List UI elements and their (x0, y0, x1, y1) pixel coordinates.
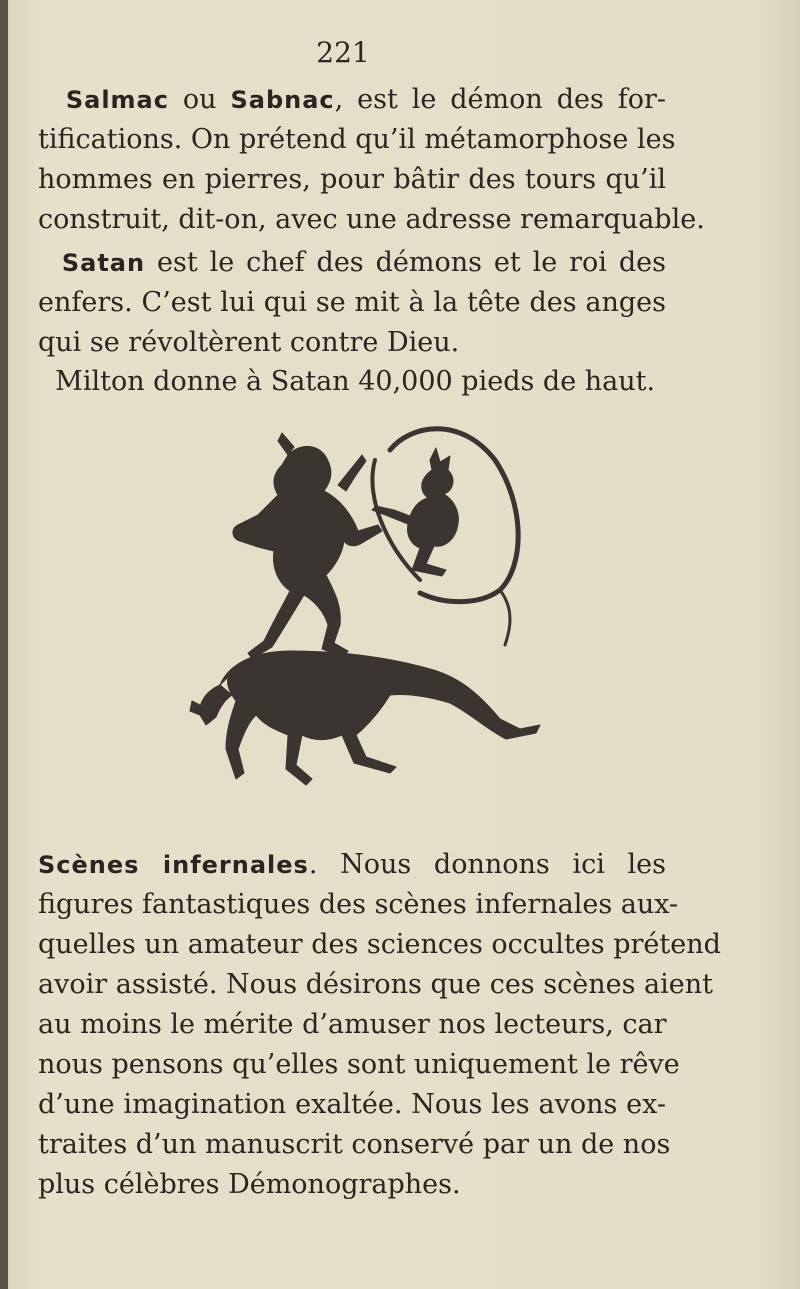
entry-text: construit, dit-on, avec une adresse remarquable. (38, 204, 705, 235)
entry-text: quelles un amateur des sciences occultes prétend (38, 929, 721, 960)
entry-text: Milton donne à Satan 40,000 pieds de haut. (55, 366, 656, 397)
demons-illustration (160, 415, 550, 840)
entry-text: hommes en pierres, pour bâtir des tours qu’il (38, 164, 666, 195)
entry-joiner: ou (168, 84, 231, 115)
entry-head-salmac: Salmac (65, 86, 169, 114)
entry-text: . Nous donnons ici les (308, 849, 666, 880)
entry-text: traites d’un manuscrit conservé par un de nos (38, 1129, 671, 1160)
entry-text: nous pensons qu’elles sont uniquement le rêve (38, 1049, 680, 1080)
entry-text: figures fantastiques des scènes infernales aux- (38, 889, 679, 920)
entry-text: tifications. On prétend qu’il métamorphose les (38, 124, 676, 155)
entry-head-sabnac: Sabnac (230, 86, 335, 114)
entry-text: est le chef des démons et le roi des (145, 247, 666, 278)
entry-text: plus célèbres Démonographes. (38, 1169, 461, 1200)
page-number: 221 (316, 36, 370, 69)
entry-scenes-infernales (38, 845, 721, 1205)
entry-text: qui se révoltèrent contre Dieu. (38, 327, 460, 358)
entry-head-scenes-infernales: Scènes infernales (38, 851, 309, 879)
entry-salmac (38, 80, 705, 240)
entry-satan (38, 243, 666, 363)
entry-text: enfers. C’est lui qui se mit à la tête des anges (38, 287, 666, 318)
entry-text: au moins le mérite d’amuser nos lecteurs, car (38, 1009, 667, 1040)
milton-note (38, 362, 666, 402)
entry-text: , est le démon des for- (334, 84, 667, 115)
book-spine-edge (0, 0, 8, 1289)
entry-head-satan: Satan (61, 249, 146, 277)
entry-text: d’une imagination exaltée. Nous les avons ex- (38, 1089, 666, 1120)
entry-text: avoir assisté. Nous désirons que ces scènes aient (38, 969, 713, 1000)
